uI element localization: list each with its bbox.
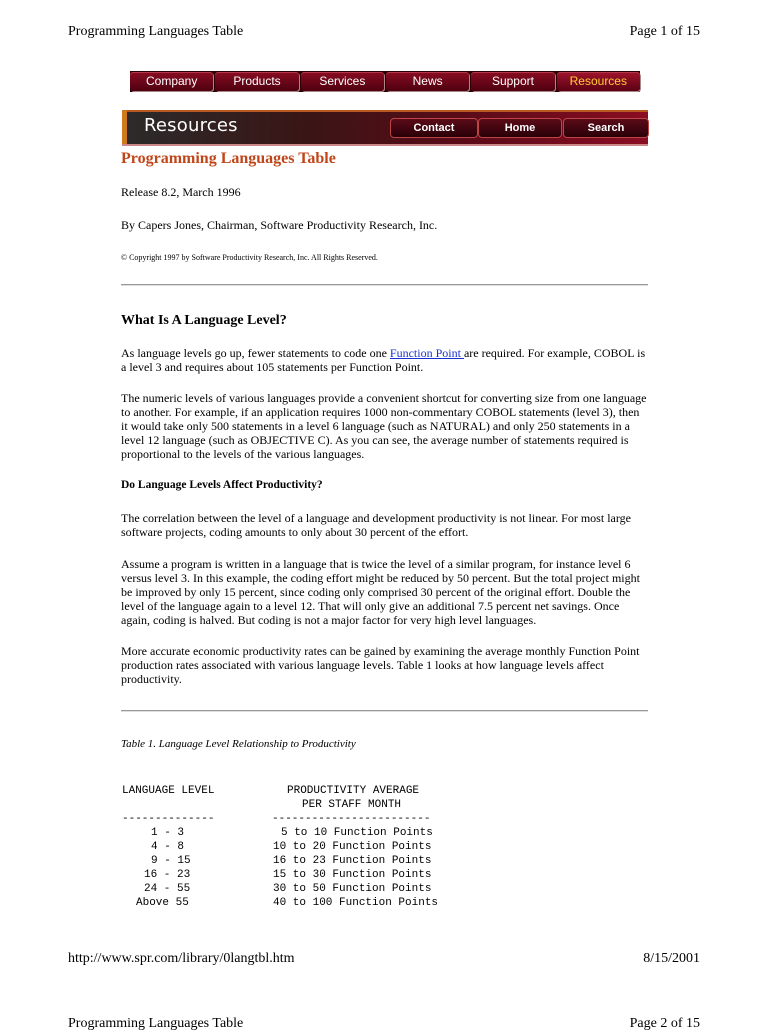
- paragraph-accuracy: More accurate economic productivity rates can be gained by examining the average monthly Function Point production rates associated with various language levels. Table 1 looks at how language levels affect productivity.: [121, 644, 640, 686]
- table-cell-level: 9 - 15: [151, 855, 191, 867]
- table-cell-productivity: 15 to 30 Function Points: [273, 869, 432, 881]
- table-cell-level: 16 - 23: [144, 869, 191, 881]
- top-navigation: [130, 71, 640, 92]
- footer-date: 8/15/2001: [643, 951, 700, 966]
- table-header-level: LANGUAGE LEVEL: [122, 785, 215, 797]
- nav-company-button[interactable]: Company: [130, 72, 213, 91]
- table-cell-productivity: 30 to 50 Function Points: [273, 883, 432, 895]
- nav-support-button[interactable]: Support: [471, 72, 554, 91]
- table-caption: Table 1. Language Level Relationship to Productivity: [121, 738, 356, 750]
- next-page-number: Page 2 of 15: [629, 1016, 700, 1031]
- paragraph-numeric-levels: The numeric levels of various languages provide a convenient shortcut for converting size from one language to another. For example, if an application requires 1000 non-commentary COBOL statements (level 3), then it would take only 500 statements in a level 6 language (such as NATURAL) and only 250 statements in a level 12 language (such as OBJECTIVE C). As you can see, the average number of statements required is proportional to the levels of the various languages.: [121, 391, 647, 461]
- divider: [121, 284, 648, 286]
- nav-products-button[interactable]: Products: [215, 72, 298, 91]
- table-header-productivity-2: PER STAFF MONTH: [302, 799, 402, 811]
- table-cell-level: 4 - 8: [151, 841, 185, 853]
- table-cell-level: 1 - 3: [151, 827, 185, 839]
- section-heading-language-level: What Is A Language Level?: [121, 313, 287, 328]
- paragraph-example: Assume a program is written in a language that is twice the level of a similar program, for instance level 6 versus level 3. In this example, the coding effort might be reduced by 50 percent. But the total project might be improved by only 15 percent, since coding only comprised 30 percent of the original effort. Double the level of the language again to a level 12. That will only give an additional 7.5 percent net savings. Once again, coding is halved. But coding is not a major factor for very high level languages.: [121, 557, 640, 627]
- banner-accent-bar: [122, 110, 127, 144]
- paragraph-intro-part1: As language levels go up, fewer statements to code one: [121, 346, 390, 360]
- home-button[interactable]: Home: [478, 118, 562, 138]
- paragraph-intro: [121, 346, 649, 374]
- contact-button[interactable]: Contact: [390, 118, 478, 138]
- copyright-text: © Copyright 1997 by Software Productivity Research, Inc. All Rights Reserved.: [121, 253, 378, 262]
- table-rule-level: --------------: [122, 813, 215, 825]
- nav-news-button[interactable]: News: [386, 72, 469, 91]
- table-cell-level: Above 55: [136, 897, 189, 909]
- next-page-header-title: Programming Languages Table: [68, 1016, 244, 1031]
- section-heading-productivity: Do Language Levels Affect Productivity?: [121, 479, 323, 491]
- search-button[interactable]: Search: [563, 118, 649, 138]
- nav-resources-button[interactable]: Resources: [557, 72, 640, 91]
- release-text: Release 8.2, March 1996: [121, 185, 241, 199]
- table-cell-productivity: 5 to 10 Function Points: [281, 827, 433, 839]
- document-title: Programming Languages Table: [121, 150, 336, 167]
- paragraph-correlation: The correlation between the level of a language and development productivity is not linear. For most large software projects, coding amounts to only about 30 percent of the effort.: [121, 511, 631, 539]
- function-point-link[interactable]: Function Point: [389, 346, 464, 360]
- nav-services-button[interactable]: Services: [301, 72, 384, 91]
- table-header-productivity-1: PRODUCTIVITY AVERAGE: [287, 785, 420, 797]
- banner-title: Resources: [144, 115, 238, 136]
- page-header-title: Programming Languages Table: [68, 24, 244, 39]
- table-cell-productivity: 16 to 23 Function Points: [273, 855, 432, 867]
- author-text: By Capers Jones, Chairman, Software Productivity Research, Inc.: [121, 218, 438, 232]
- table-cell-level: 24 - 55: [144, 883, 191, 895]
- footer-url: http://www.spr.com/library/0langtbl.htm: [68, 951, 295, 966]
- paragraph-intro-part2: are required. For example, COBOL is a level 3 and requires about 105 statements per Function Point.: [121, 346, 646, 374]
- divider: [121, 710, 648, 712]
- table-cell-productivity: 10 to 20 Function Points: [273, 841, 432, 853]
- resources-banner: [122, 110, 648, 144]
- table-cell-productivity: 40 to 100 Function Points: [273, 897, 439, 909]
- table-rule-productivity: ------------------------: [272, 813, 431, 825]
- page-number: Page 1 of 15: [629, 24, 700, 39]
